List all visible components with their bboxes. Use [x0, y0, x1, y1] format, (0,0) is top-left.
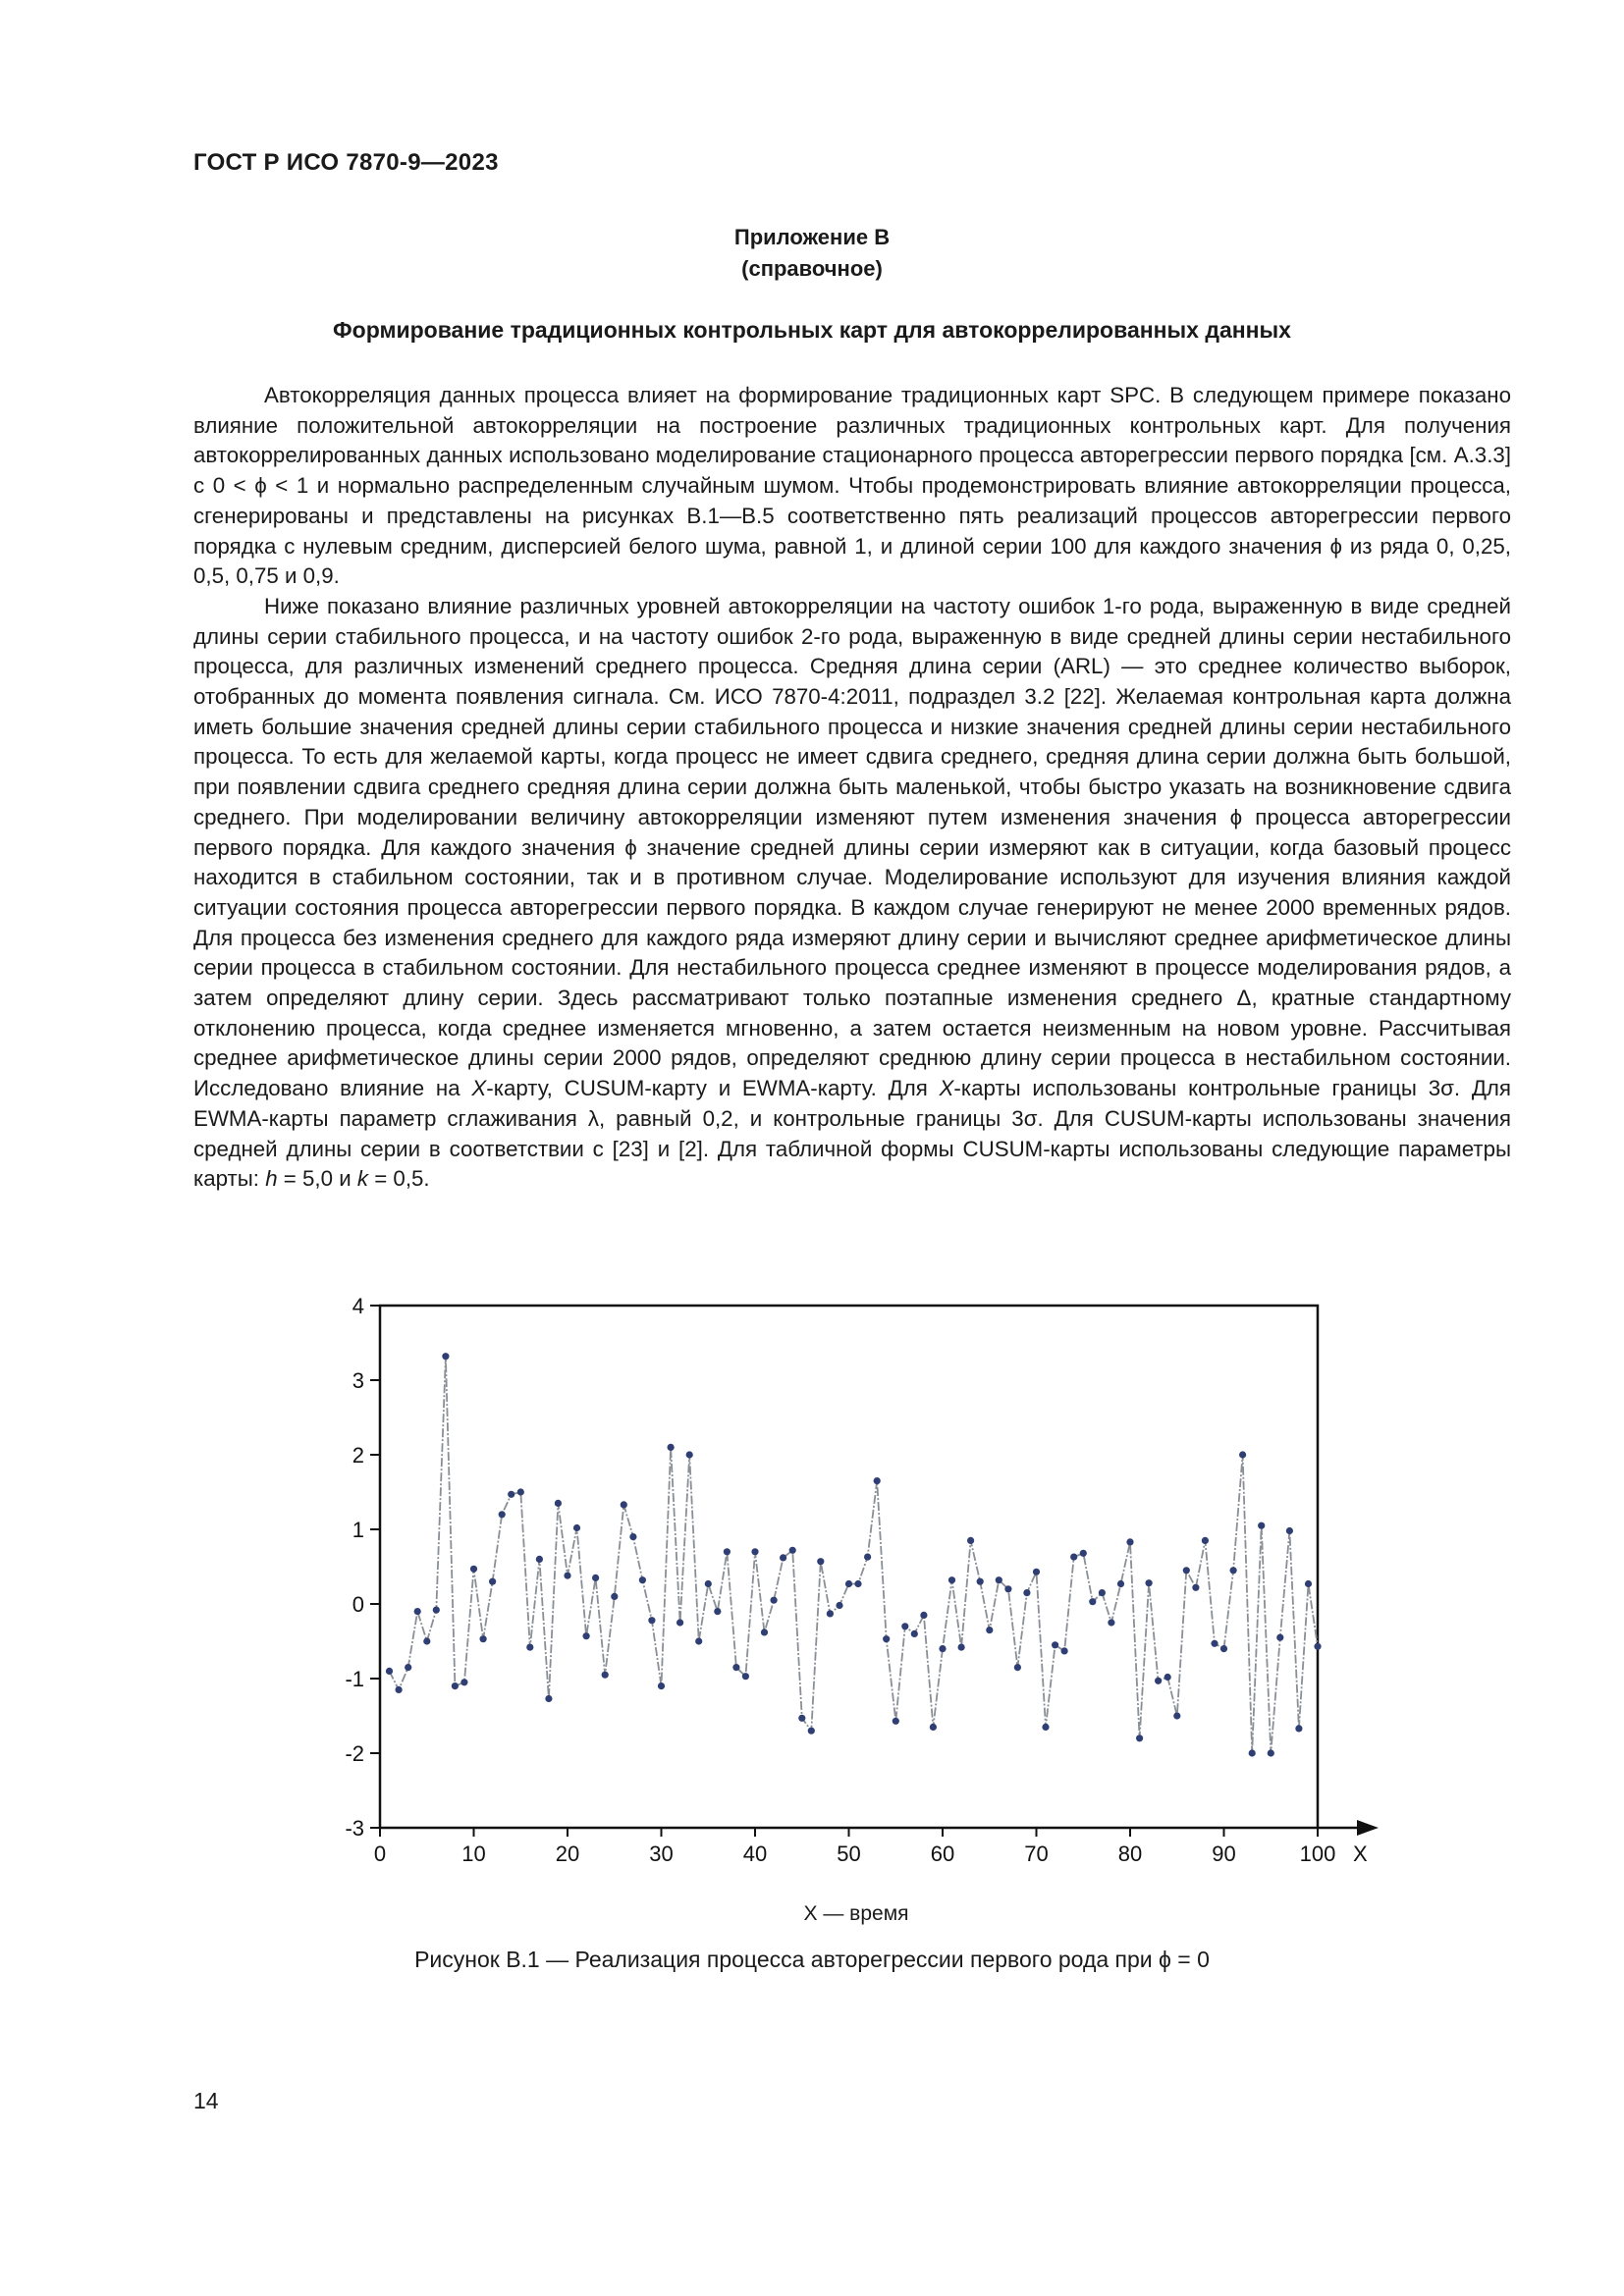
data-point: [798, 1715, 805, 1722]
data-point: [939, 1645, 946, 1652]
data-point: [1070, 1554, 1077, 1561]
x-tick-label: 50: [837, 1842, 861, 1866]
data-point: [1268, 1749, 1274, 1756]
data-point: [564, 1573, 570, 1579]
data-point: [1239, 1451, 1246, 1458]
paragraph-1: Автокорреляция данных процесса влияет на формирование традиционных карт SPC. В следующем примере показано влияние положительной автокорреляции на построение различных традиционных контрольных карт. Для получения автокоррелированных данных использовано моделирование стационарного процесса авторегрессии первого порядка [см. А.3.3] с 0 < ϕ < 1 и нормально распределенным случайным шумом. Чтобы продемонстрировать влияние автокорреляции процесса, сгенерированы и представлены на рисунках В.1—В.5 соответственно пять реализаций процессов авторегрессии первого порядка с нулевым средним, дисперсией белого шума, равной 1, и длиной серии 100 для каждого значения ϕ из ряда 0, 0,25, 0,5, 0,75 и 0,9.: [193, 383, 1511, 589]
data-point: [480, 1635, 487, 1642]
data-point: [1099, 1589, 1106, 1596]
data-point: [958, 1644, 965, 1651]
x-tick-label: 90: [1212, 1842, 1236, 1866]
data-point: [545, 1695, 552, 1702]
data-point: [639, 1576, 646, 1583]
data-point: [433, 1607, 440, 1614]
data-point: [751, 1548, 758, 1555]
data-point: [893, 1718, 899, 1725]
data-point: [930, 1724, 937, 1731]
data-point: [977, 1578, 984, 1585]
data-point: [386, 1668, 393, 1675]
data-point: [827, 1610, 834, 1617]
data-point: [517, 1488, 524, 1495]
data-point: [677, 1619, 683, 1626]
data-point: [489, 1578, 496, 1585]
data-point: [592, 1575, 599, 1581]
data-point: [1014, 1664, 1021, 1671]
data-point: [1126, 1538, 1133, 1545]
data-point: [1052, 1641, 1058, 1648]
data-point: [1192, 1584, 1199, 1591]
data-point: [396, 1686, 403, 1693]
plot-frame: [380, 1306, 1318, 1828]
data-point: [602, 1672, 609, 1679]
data-point: [996, 1576, 1002, 1583]
data-point: [911, 1630, 918, 1637]
x-tick-label: 60: [930, 1842, 955, 1866]
data-point: [648, 1617, 655, 1624]
document-header: ГОСТ Р ИСО 7870-9—2023: [193, 149, 499, 176]
data-point: [845, 1580, 852, 1587]
data-point: [1136, 1735, 1143, 1741]
data-point: [705, 1580, 712, 1587]
data-point: [1220, 1645, 1227, 1652]
data-point: [695, 1637, 702, 1644]
data-point: [499, 1511, 506, 1518]
data-point: [658, 1682, 665, 1689]
x-axis-label: X: [1353, 1842, 1368, 1866]
data-point: [1173, 1712, 1180, 1719]
y-tick-label: 0: [352, 1592, 364, 1617]
x-tick-label: 20: [555, 1842, 580, 1866]
data-point: [1042, 1724, 1049, 1731]
y-tick-label: -1: [345, 1667, 364, 1691]
data-point: [771, 1597, 778, 1604]
data-point: [629, 1533, 636, 1540]
data-point: [732, 1664, 739, 1671]
data-point: [1305, 1580, 1312, 1587]
data-point: [1155, 1678, 1162, 1684]
data-point: [508, 1491, 514, 1498]
x-tick-label: 100: [1299, 1842, 1336, 1866]
data-point: [714, 1608, 721, 1615]
x-tick-label: 70: [1024, 1842, 1049, 1866]
data-point: [470, 1566, 477, 1573]
data-point: [1108, 1619, 1114, 1626]
data-point: [1061, 1647, 1068, 1654]
data-point: [883, 1635, 890, 1642]
data-point: [1080, 1550, 1087, 1557]
data-point: [1146, 1579, 1153, 1586]
data-point: [621, 1501, 627, 1508]
data-point: [405, 1664, 411, 1671]
paragraph-2: Ниже показано влияние различных уровней автокорреляции на частоту ошибок 1-го рода, выраженную в виде средней длины серии стабильного процесса, и на частоту ошибок 2-го рода, выраженную в виде средней длины серии нестабильного процесса, для различных изменений среднего процесса. Средняя длина серии (ARL) — это среднее количество выборок, отобранных до момента появления сигнала. См. ИСО 7870-4:2011, подраздел 3.2 [22]. Желаемая контрольная карта должна иметь большие значения средней длины серии стабильного процесса и низкие значения средней длины серии нестабильного процесса. То есть для желаемой карты, когда процесс не имеет сдвига среднего, средняя длина серии должна быть большой, при появлении сдвига среднего средняя длина серии должна быть маленькой, чтобы быстро указать на возникновение сдвига среднего. При моделировании величину автокорреляции изменяют путем изменения значения ϕ процесса авторегрессии первого порядка. Для каждого значения ϕ значение средней длины серии измеряют как в ситуации, когда базовый процесс находится в стабильном состоянии, так и в противном случае. Моделирование используют для изучения влияния каждой ситуации состояния процесса авторегрессии первого порядка. В каждом случае генерируют не менее 2000 временных рядов. Для процесса без изменения среднего для каждого ряда измеряют длину серии и вычисляют среднее арифметическое длины серии процесса в стабильном состоянии. Для нестабильного процесса среднее изменяют в процессе моделирования рядов, а затем определяют длину серии. Здесь рассматривают только поэтапные изменения среднего Δ, кратные стандартному отклонению процесса, когда среднее изменяется мгновенно, а затем остается неизменным на новом уровне. Рассчитывая среднее арифметическое длины серии 2000 рядов, определяют среднюю длину серии процесса в нестабильном состоянии. Исследовано влияние на X-карту, CUSUM-карту и EWMA-карту. Для X-карты использованы контрольные границы 3σ. Для EWMA-карты параметр сглаживания λ, равный 0,2, и контрольные границы 3σ. Для CUSUM-карты использованы значения средней длины серии в соответствии с [23] и [2]. Для табличной формы CUSUM-карты использованы следующие параметры карты: h = 5,0 и k = 0,5.: [193, 593, 1512, 1192]
y-tick-label: 2: [352, 1443, 364, 1468]
data-point: [742, 1673, 749, 1680]
data-point: [452, 1682, 459, 1689]
data-point: [724, 1548, 731, 1555]
data-point: [1202, 1537, 1209, 1544]
data-point: [611, 1593, 618, 1600]
x-tick-label: 40: [742, 1842, 768, 1866]
data-point: [817, 1558, 824, 1565]
data-point: [1230, 1567, 1237, 1574]
data-point: [1183, 1567, 1190, 1574]
appendix-title: Приложение В: [733, 225, 891, 249]
data-point: [1164, 1674, 1171, 1681]
data-point: [1033, 1569, 1040, 1575]
data-point: [948, 1576, 955, 1583]
x-tick-label: 30: [649, 1842, 674, 1866]
y-tick-label: 3: [352, 1368, 364, 1393]
series-line: [390, 1357, 1319, 1753]
data-point: [1089, 1598, 1096, 1605]
ar-process-chart: [324, 1281, 1384, 1870]
data-point: [536, 1556, 543, 1563]
y-tick-label: -2: [345, 1741, 364, 1766]
data-point: [1023, 1589, 1030, 1596]
x-tick-label: 80: [1117, 1842, 1143, 1866]
appendix-subtitle: (справочное): [741, 256, 883, 281]
data-point: [761, 1629, 768, 1635]
x-axis-caption: X — время: [803, 1902, 909, 1925]
x-tick-label: 10: [461, 1842, 486, 1866]
data-point: [967, 1537, 974, 1544]
page-number: 14: [193, 2088, 219, 2113]
data-point: [1286, 1527, 1293, 1534]
data-point: [789, 1547, 796, 1554]
data-point: [1314, 1643, 1321, 1650]
y-tick-label: 1: [352, 1518, 364, 1542]
body-text: [193, 381, 1511, 1195]
data-point: [1249, 1749, 1256, 1756]
data-point: [874, 1477, 881, 1484]
data-point: [414, 1608, 421, 1615]
data-point: [573, 1524, 580, 1531]
data-point: [668, 1444, 675, 1451]
figure-caption: Рисунок В.1 — Реализация процесса авторегрессии первого рода при ϕ = 0: [414, 1947, 1210, 1972]
data-point: [1276, 1634, 1283, 1641]
y-tick-label: -3: [345, 1816, 364, 1841]
data-point: [1117, 1580, 1124, 1587]
data-point: [986, 1627, 993, 1633]
data-point: [423, 1637, 430, 1644]
data-point: [808, 1728, 815, 1735]
data-point: [555, 1500, 562, 1507]
data-point: [1295, 1725, 1302, 1732]
data-point: [836, 1602, 842, 1609]
data-point: [854, 1580, 861, 1587]
data-point: [442, 1353, 449, 1360]
data-point: [460, 1679, 467, 1685]
data-point: [526, 1644, 533, 1651]
data-point: [920, 1612, 927, 1619]
section-title: Формирование традиционных контрольных карт для автокоррелированных данных: [333, 317, 1291, 343]
data-point: [1004, 1585, 1011, 1592]
x-tick-label: 0: [373, 1842, 387, 1866]
data-point: [1258, 1522, 1265, 1529]
data-point: [686, 1451, 693, 1458]
data-point: [583, 1632, 590, 1639]
data-point: [864, 1554, 871, 1561]
data-point: [901, 1623, 908, 1629]
data-point: [780, 1554, 786, 1561]
y-tick-label: 4: [352, 1294, 364, 1318]
data-point: [1211, 1640, 1218, 1647]
